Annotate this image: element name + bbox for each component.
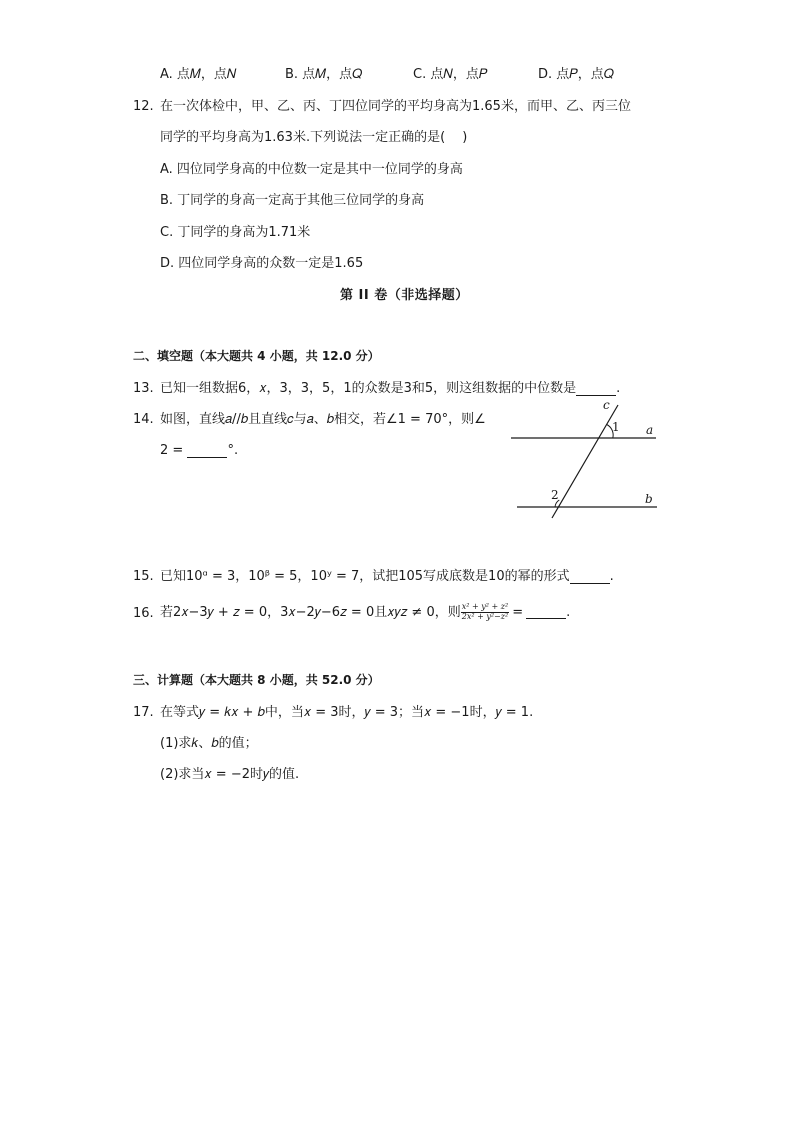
q12-line1: 在一次体检中，甲、乙、丙、丁四位同学的平均身高为1.65米，而甲、乙、丙三位: [160, 99, 631, 114]
q14-line2: [160, 444, 238, 458]
q16-text: 若2𝑥−3𝑦 + 𝑧 = 0，3𝑥−2𝑦−6𝑧 = 0且𝑥𝑦𝑧 ≠ 0，则: [160, 604, 461, 620]
q11-option-b: B. 点𝑀，点𝑄: [285, 67, 363, 82]
label-c: c: [603, 398, 610, 412]
q15-text: 已知10ᵅ = 3，10ᵝ = 5，10ʸ = 7，试把105写成底数是10的幂的形式: [160, 569, 570, 584]
section-calc-heading: 三、计算题（本大题共 8 小题，共 52.0 分）: [133, 673, 380, 687]
q14-number: 14.: [133, 412, 154, 427]
label-a: a: [646, 423, 654, 437]
q16-answer-blank[interactable]: [526, 605, 566, 619]
q12-option-d: D. 四位同学身高的众数一定是1.65: [160, 256, 364, 271]
q11-option-d: D. 点𝑃，点𝑄: [538, 67, 614, 82]
q16-number: 16.: [133, 606, 154, 621]
q17-number: 17.: [133, 705, 154, 720]
q11-option-a: A. 点𝑀，点𝑁: [160, 67, 237, 82]
q13-answer-blank[interactable]: [576, 382, 616, 396]
parallel-lines-figure: [505, 395, 665, 520]
q12-option-b: B. 丁同学的身高一定高于其他三位同学的身高: [160, 193, 425, 208]
q15-answer-blank[interactable]: [570, 570, 610, 584]
q12-option-a: A. 四位同学身高的中位数一定是其中一位同学的身高: [160, 162, 463, 177]
q14-line2-pre: 2 =: [160, 443, 184, 458]
q13-question: [160, 382, 620, 396]
q16-equals: =: [512, 604, 524, 620]
q17-text: 在等式𝑦 = 𝑘𝑥 + 𝑏中，当𝑥 = 3时，𝑦 = 3；当𝑥 = −1时，𝑦 = 1.: [160, 705, 534, 720]
label-b: b: [645, 492, 653, 506]
q17-sub2: (2)求当𝑥 = −2时𝑦的值.: [160, 767, 300, 782]
q17-sub1: (1)求𝑘、𝑏的值；: [160, 736, 258, 751]
q12-line2: 同学的平均身高为1.63米.下列说法一定正确的是( ): [160, 130, 468, 145]
q12-number: 12.: [133, 99, 154, 114]
q14-line1: 如图，直线𝑎//𝑏且直线𝑐与𝑎、𝑏相交，若∠1 = 70°，则∠: [160, 412, 486, 427]
q16-fraction: [461, 603, 509, 621]
q14-line2-post: °.: [227, 443, 239, 458]
q16-fraction-denominator: 2x² + y²−z²: [461, 611, 509, 621]
q11-option-c: C. 点𝑁，点𝑃: [413, 67, 488, 82]
q15-number: 15.: [133, 569, 154, 584]
line-c: [552, 405, 618, 518]
q16-question: [160, 598, 570, 626]
q13-number: 13.: [133, 381, 154, 396]
part2-title: 第 II 卷（非选择题）: [340, 288, 469, 303]
q15-question: [160, 570, 614, 584]
q14-answer-blank[interactable]: [187, 444, 227, 458]
label-angle-1: 1: [612, 420, 620, 434]
q16-end: .: [566, 604, 571, 620]
q13-end: .: [616, 381, 621, 396]
q16-fraction-numerator: x² + y² + z²: [461, 602, 509, 612]
label-angle-2: 2: [551, 488, 559, 502]
q13-text: 已知一组数据6，𝑥，3，3，5，1的众数是3和5，则这组数据的中位数是: [160, 381, 577, 396]
q12-option-c: C. 丁同学的身高为1.71米: [160, 225, 311, 240]
q15-end: .: [609, 569, 614, 584]
section-fill-in-heading: 二、填空题（本大题共 4 小题，共 12.0 分）: [133, 349, 380, 363]
